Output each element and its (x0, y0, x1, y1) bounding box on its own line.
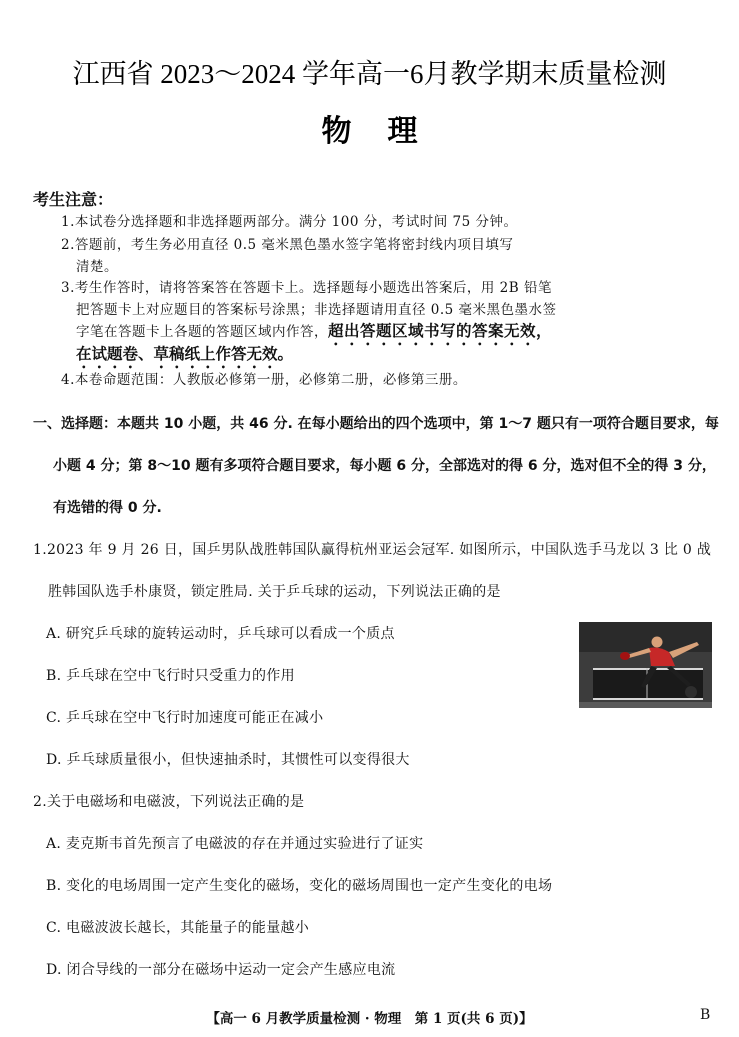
notice-item-3-line-2: 把答题卡上对应题目的答案标号涂黑；非选择题请用直径 0.5 毫米黑色墨水签 (76, 302, 557, 318)
notice-item-3-line-3-prefix: 字笔在答题卡上各题的答题区域内作答， (76, 324, 328, 340)
question-2-option-b: B. 变化的电场周围一定产生变化的磁场，变化的磁场周围也一定产生变化的电场 (46, 878, 553, 894)
notice-heading: 考生注意： (33, 190, 114, 209)
question-1-stem-line-1: 1.2023 年 9 月 26 日，国乒男队战胜韩国队赢得杭州亚运会冠军. 如图所示，中国队选手马龙以 3 比 0 战 (33, 542, 712, 558)
question-1-stem-line-2: 胜韩国队选手朴康贤，锁定胜局. 关于乒乓球的运动，下列说法正确的是 (48, 584, 501, 600)
exam-title: 江西省 2023～2024 学年高一6月教学期末质量检测 (72, 59, 667, 89)
question-1-option-c: C. 乒乓球在空中飞行时加速度可能正在减小 (46, 710, 324, 726)
notice-emphasis-2: 在试题卷、草稿纸上作答无效。 (76, 345, 294, 363)
notice-emphasis-1: 超出答题区域书写的答案无效， (328, 322, 553, 340)
notice-item-4: 4.本卷命题范围：人教版必修第一册，必修第二册，必修第三册。 (61, 372, 467, 388)
page-footer: 【高一 6 月教学质量检测 · 物理 第 1 页(共 6 页)】 (206, 1011, 533, 1027)
notice-item-1: 1.本试卷分选择题和非选择题两部分。满分 100 分，考试时间 75 分钟。 (61, 214, 518, 230)
question-1-option-d: D. 乒乓球质量很小，但快速抽杀时，其惯性可以变得很大 (46, 752, 410, 768)
section-1-line-2: 小题 4 分；第 8～10 题有多项符合题目要求，每小题 6 分，全部选对的得 6 分，选对但不全的得 3 分， (53, 458, 716, 474)
notice-item-2-line-2: 清楚。 (76, 259, 118, 275)
table-tennis-photo (579, 622, 712, 708)
question-2-option-a: A. 麦克斯韦首先预言了电磁波的存在并通过实验进行了证实 (46, 836, 424, 852)
subject-title: 物理 (321, 114, 454, 149)
question-2-stem: 2.关于电磁场和电磁波，下列说法正确的是 (33, 794, 305, 810)
notice-item-3-line-1: 3.考生作答时，请将答案答在答题卡上。选择题每小题选出答案后，用 2B 铅笔 (61, 280, 552, 296)
section-1-line-1: 一、选择题：本题共 10 小题，共 46 分. 在每小题给出的四个选项中，第 1～7 题只有一项符合题目要求，每 (33, 416, 719, 432)
question-1-option-b: B. 乒乓球在空中飞行时只受重力的作用 (46, 668, 295, 684)
section-1-line-3: 有选错的得 0 分. (53, 500, 162, 516)
paper-version-code: B (700, 1007, 711, 1023)
question-2-option-d: D. 闭合导线的一部分在磁场中运动一定会产生感应电流 (46, 962, 396, 978)
notice-item-2-line-1: 2.答题前，考生务必用直径 0.5 毫米黑色墨水签字笔将密封线内项目填写 (61, 237, 514, 253)
question-2-option-c: C. 电磁波波长越长，其能量子的能量越小 (46, 920, 310, 936)
table-tennis-player-image (579, 622, 712, 708)
question-1-option-a: A. 研究乒乓球的旋转运动时，乒乓球可以看成一个质点 (46, 626, 395, 642)
